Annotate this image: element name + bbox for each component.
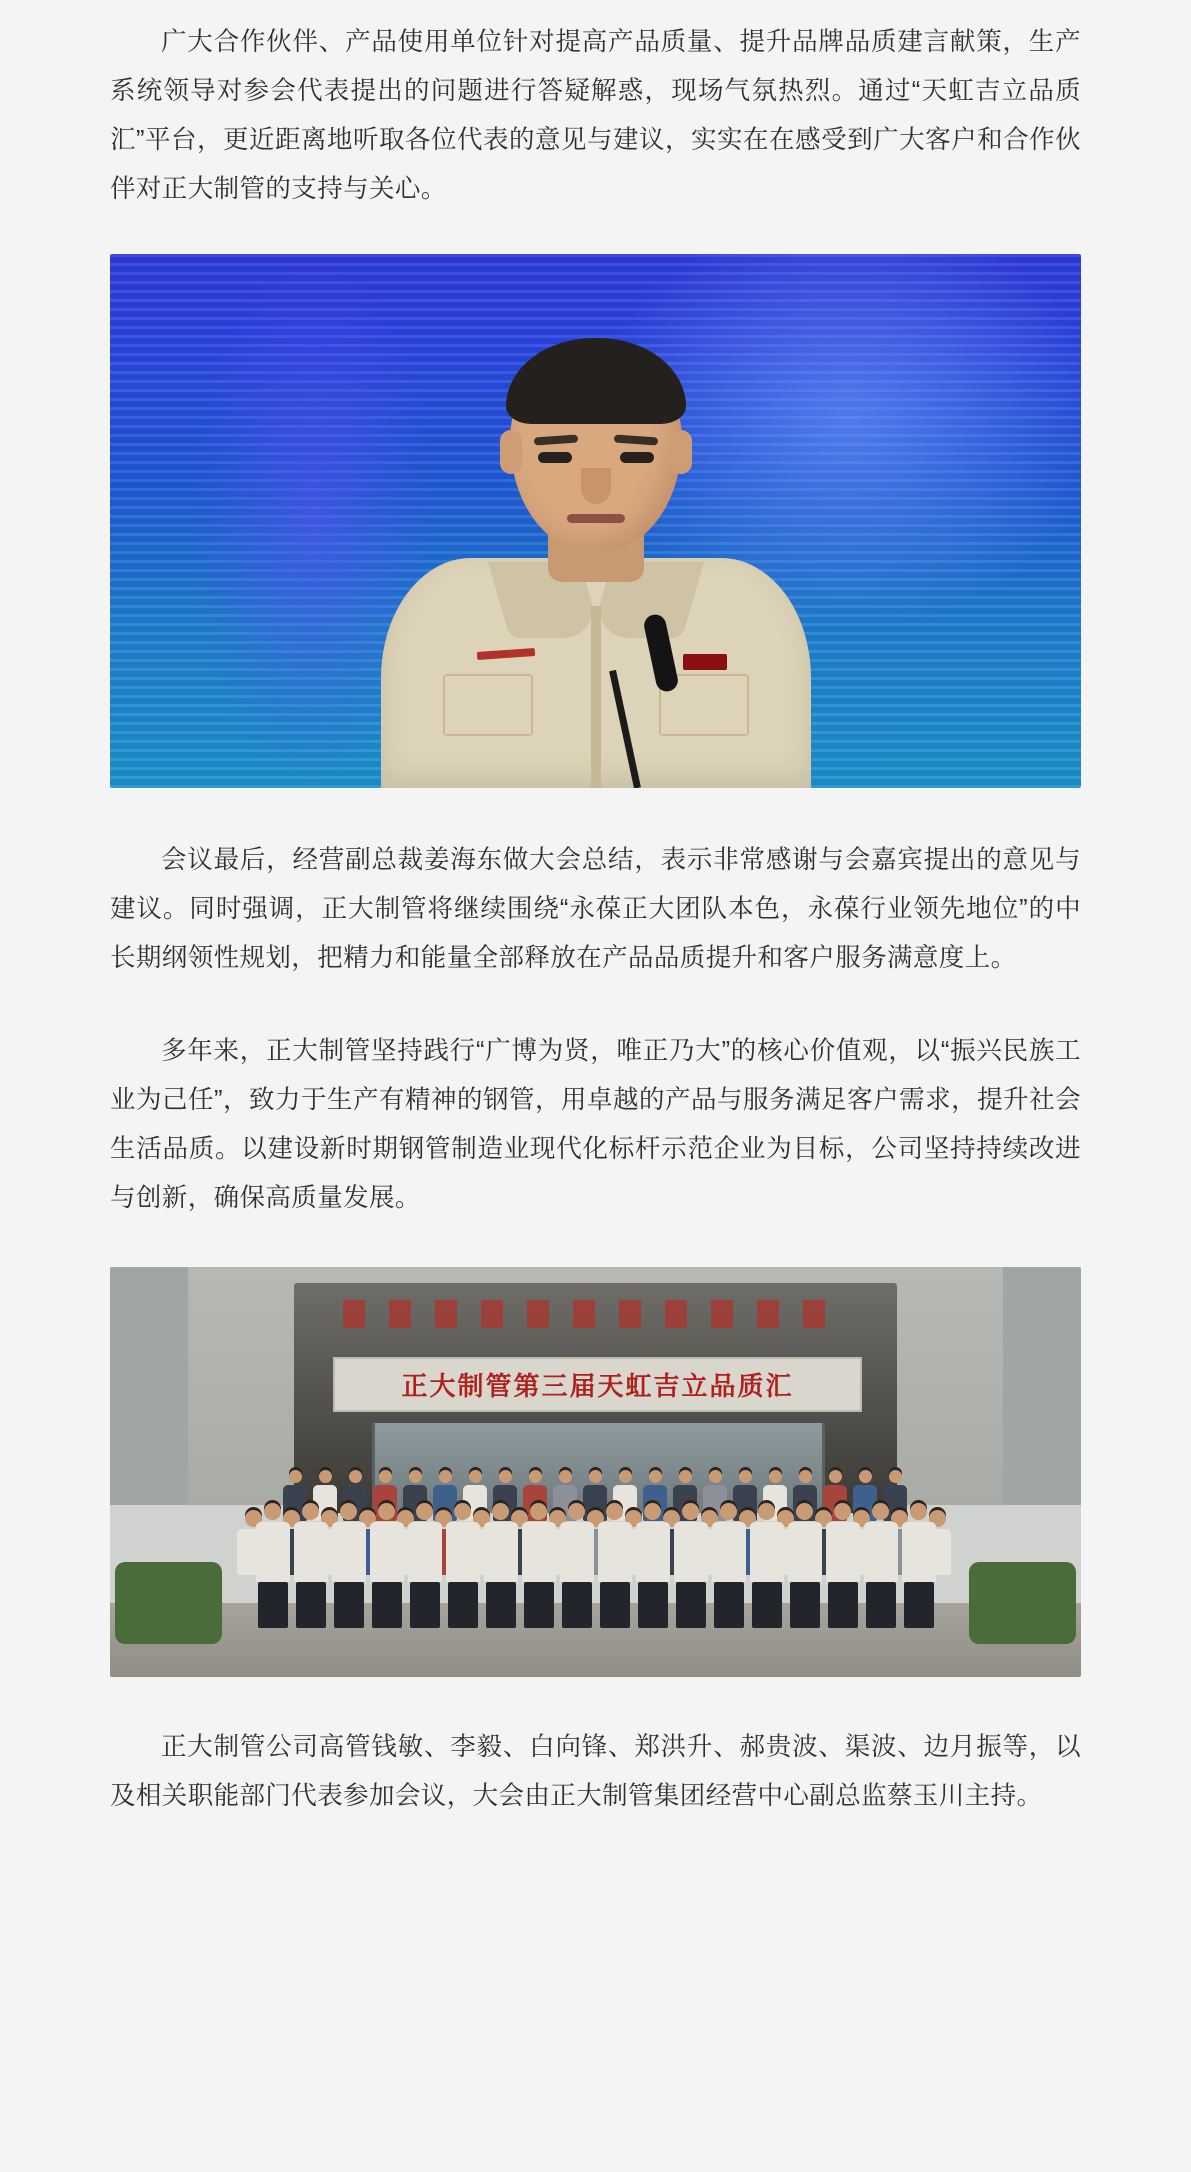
group-photo [110, 1267, 1081, 1677]
attendee [864, 1503, 898, 1628]
attendee [560, 1503, 594, 1628]
attendee [598, 1503, 632, 1628]
attendee [788, 1503, 822, 1628]
attendee [826, 1503, 860, 1628]
spacer [110, 1223, 1081, 1267]
jacket-placket [591, 606, 601, 788]
attendee [370, 1503, 404, 1628]
paragraph-4: 正大制管公司高管钱敏、李毅、白向锋、郑洪升、郝贵波、渠波、边月振等，以及相关职能部门代表参加会议，大会由正大制管集团经营中心副总监蔡玉川主持。 [110, 1733, 1081, 1810]
attendee [750, 1503, 784, 1628]
spacer [110, 983, 1081, 1027]
speaker-brow-left [533, 434, 577, 445]
attendee [332, 1503, 366, 1628]
building-signage [343, 1300, 848, 1329]
spacer [110, 1677, 1081, 1723]
speaker-nose [581, 468, 611, 504]
speaker-photo [110, 254, 1081, 788]
spacer [110, 788, 1081, 836]
attendees-group [110, 1423, 1081, 1628]
speaker-mouth [567, 514, 625, 523]
attendee [902, 1503, 936, 1628]
event-banner-text: 正大制管第三届天虹吉立品质汇 [401, 1372, 794, 1402]
paragraph-2: 会议最后，经营副总裁姜海东做大会总结，表示非常感谢与会嘉宾提出的意见与建议。同时强调，正大制管将继续围绕“永葆正大团队本色，永葆行业领先地位”的中长期纲领性规划，把精力和能量全部释放在产品品质提升和客户服务满意度上。 [110, 846, 1081, 972]
attendee [408, 1503, 442, 1628]
attendee [636, 1503, 670, 1628]
attendee [712, 1503, 746, 1628]
jacket-logo [476, 648, 534, 660]
jacket-pocket-left [443, 674, 533, 736]
jacket-badge [683, 654, 727, 670]
attendee [256, 1503, 290, 1628]
attendee [674, 1503, 708, 1628]
paragraph-3: 多年来，正大制管坚持践行“广博为贤，唯正乃大”的核心价值观，以“振兴民族工业为己任”，致力于生产有精神的钢管，用卓越的产品与服务满足客户需求，提升社会生活品质。以建设新时期钢管制造业现代化标杆示范企业为目标，公司坚持持续改进与创新，确保高质量发展。 [110, 1037, 1081, 1212]
spacer [110, 214, 1081, 254]
speaker-eye-right [620, 452, 654, 463]
speaker-jacket [381, 558, 811, 788]
attendee [484, 1503, 518, 1628]
attendee [294, 1503, 328, 1628]
speaker-ear-left [500, 430, 522, 474]
attendee-row-front [110, 1503, 1081, 1628]
attendee [522, 1503, 556, 1628]
speaker-brow-right [613, 434, 657, 445]
speaker-head [510, 344, 682, 550]
speaker-ear-right [670, 430, 692, 474]
speaker-eye-left [538, 452, 572, 463]
event-banner [333, 1357, 861, 1412]
paragraph-1: 广大合作伙伴、产品使用单位针对提高产品质量、提升品牌品质建言献策，生产系统领导对参会代表提出的问题进行答疑解惑，现场气氛热烈。通过“天虹吉立品质汇”平台，更近距离地听取各位代表的意见与建议，实实在在感受到广大客户和合作伙伴对正大制管的支持与关心。 [110, 28, 1081, 203]
attendee [446, 1503, 480, 1628]
